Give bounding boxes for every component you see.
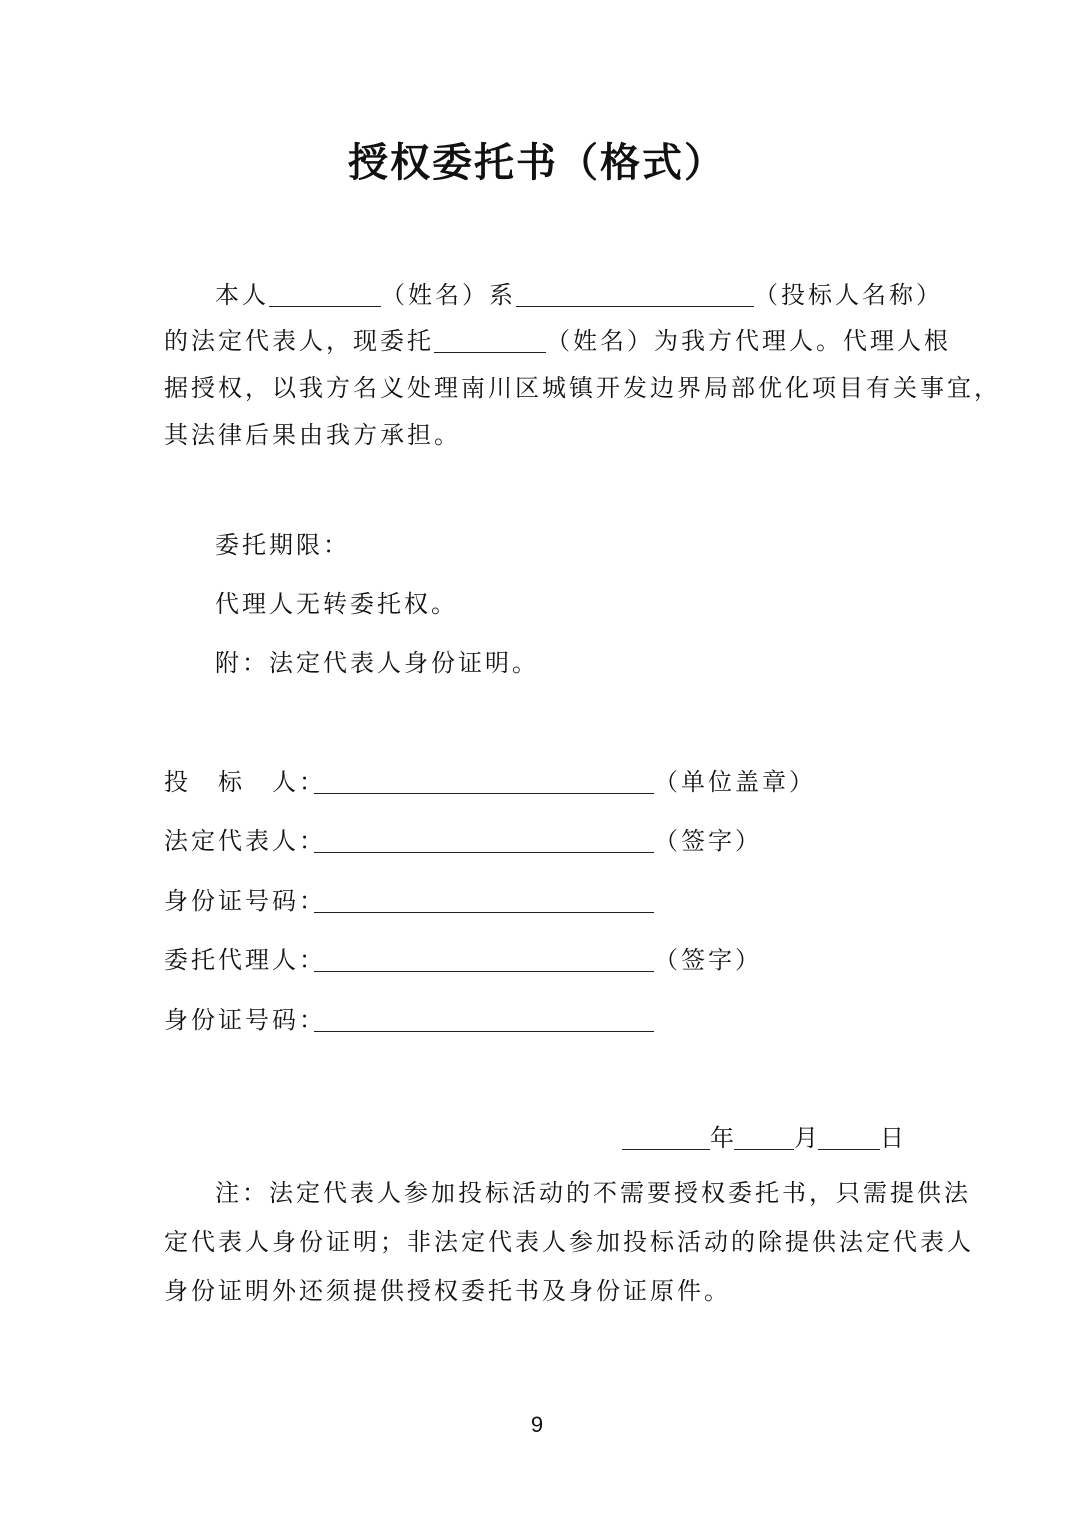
attachment-clause: 附：法定代表人身份证明。: [215, 649, 539, 677]
bidder-signature-line[interactable]: [314, 763, 654, 794]
intro-line-2: [164, 318, 951, 364]
agent-id-line[interactable]: [314, 1001, 654, 1032]
signature-label: 投 标 人：: [164, 768, 326, 796]
signature-suffix: （单位盖章）: [654, 768, 816, 796]
date-row: [622, 1115, 904, 1161]
intro-text-bidder-name: （投标人名称）: [754, 281, 943, 309]
signature-label: 身份证号码：: [164, 887, 326, 915]
signature-row-agent: [164, 937, 762, 983]
document-title: 授权委托书（格式）: [348, 139, 726, 186]
day-blank[interactable]: [818, 1119, 880, 1150]
signature-row-bidder: [164, 759, 816, 805]
agent-name-blank[interactable]: [434, 322, 546, 353]
legal-rep-id-line[interactable]: [314, 882, 654, 913]
year-label: 年: [710, 1124, 734, 1152]
intro-line-4: 其法律后果由我方承担。: [164, 421, 461, 449]
intro-text-name-of: （姓名）系: [381, 281, 516, 309]
note-line-2: 定代表人身份证明；非法定代表人参加投标活动的除提供法定代表人: [164, 1228, 974, 1256]
signature-row-id-1: [164, 878, 654, 924]
note-line-3: 身份证明外还须提供授权委托书及身份证原件。: [164, 1277, 731, 1305]
no-sub-delegation-clause: 代理人无转委托权。: [215, 590, 458, 618]
page-number: 9: [530, 1412, 544, 1437]
month-blank[interactable]: [734, 1119, 794, 1150]
month-label: 月: [794, 1124, 818, 1152]
term-clause: 委托期限：: [215, 531, 350, 559]
intro-text-ben-ren: 本人: [215, 281, 269, 309]
signature-row-id-2: [164, 997, 654, 1043]
legal-rep-signature-line[interactable]: [314, 822, 654, 853]
note-line-1: 注：法定代表人参加投标活动的不需要授权委托书，只需提供法: [215, 1179, 971, 1207]
intro-line-1: [215, 272, 943, 318]
intro-text-agent: （姓名）为我方代理人。代理人根: [546, 327, 951, 355]
intro-line-3: 据授权，以我方名义处理南川区城镇开发边界局部优化项目有关事宜，: [164, 374, 1001, 402]
signature-label: 法定代表人：: [164, 827, 326, 855]
signature-label: 委托代理人：: [164, 946, 326, 974]
intro-text-legal-rep: 的法定代表人，现委托: [164, 327, 434, 355]
signature-suffix: （签字）: [654, 827, 762, 855]
name-blank[interactable]: [269, 276, 381, 307]
year-blank[interactable]: [622, 1119, 710, 1150]
day-label: 日: [880, 1124, 904, 1152]
agent-signature-line[interactable]: [314, 941, 654, 972]
signature-row-legal-rep: [164, 818, 762, 864]
signature-label: 身份证号码：: [164, 1006, 326, 1034]
signature-suffix: （签字）: [654, 946, 762, 974]
bidder-name-blank[interactable]: [516, 276, 754, 307]
